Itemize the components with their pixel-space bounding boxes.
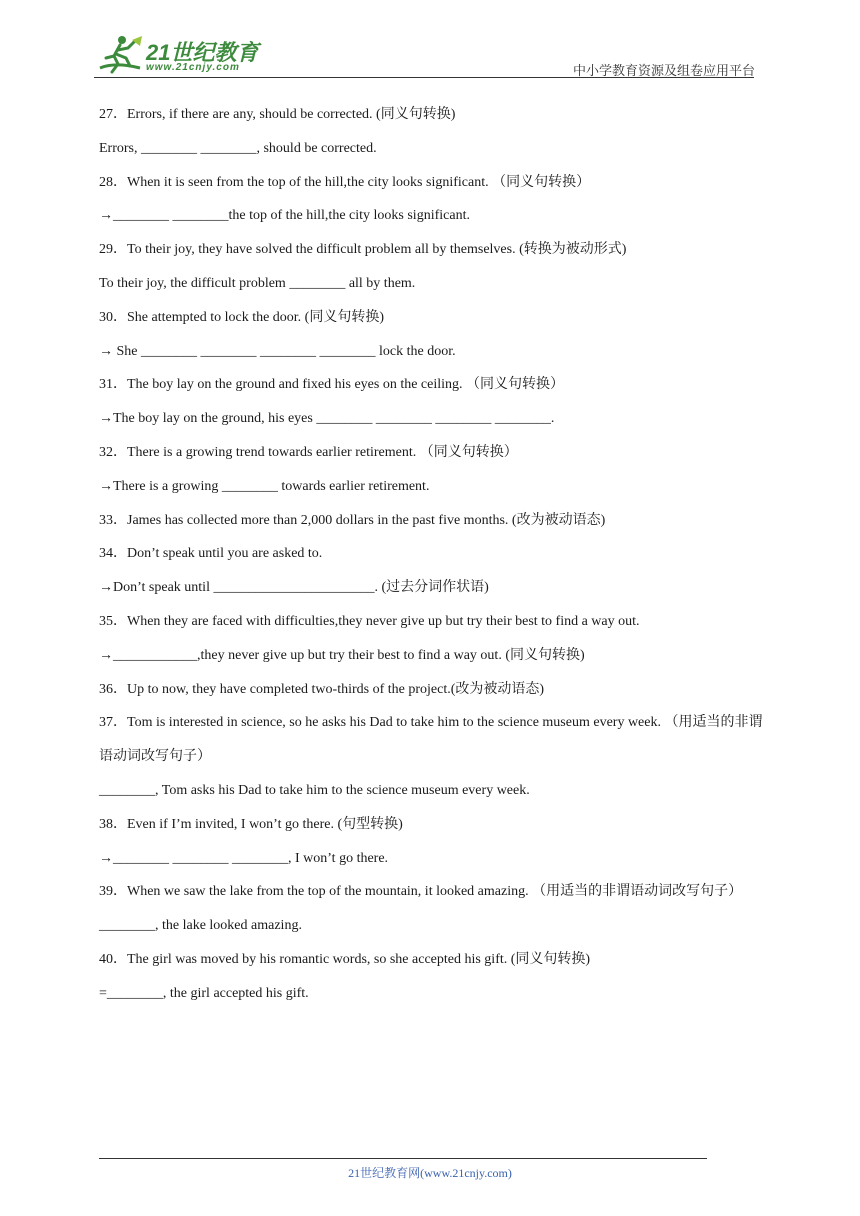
footer-divider (99, 1158, 707, 1159)
exercise-line: 38．Even if I’m invited, I won’t go there. (句型转换) (99, 816, 403, 832)
exercise-line: 35．When they are faced with difficulties,they never give up but try their best to find a way out. (99, 613, 640, 629)
exercise-line: 28．When it is seen from the top of the hill,the city looks significant. （同义句转换） (99, 174, 591, 190)
exercise-line: 31．The boy lay on the ground and fixed his eyes on the ceiling. （同义句转换） (99, 377, 565, 393)
exercise-line: 34．Don’t speak until you are asked to. (99, 546, 323, 562)
exercise-line: ________, the lake looked amazing. (99, 918, 302, 934)
exercise-line: To their joy, the difficult problem ________ all by them. (99, 275, 416, 291)
page-footer: 21世纪教育网(www.21cnjy.com) (348, 1166, 512, 1180)
exercise-line: ________, Tom asks his Dad to take him to the science museum every week. (99, 782, 530, 798)
exercise-line: 32．There is a growing trend towards earlier retirement. （同义句转换） (99, 444, 518, 460)
platform-title: 中小学教育资源及组卷应用平台 (572, 64, 755, 79)
exercise-line: 29．To their joy, they have solved the difficult problem all by themselves. (转换为被动形式) (99, 242, 627, 258)
logo-text: 21世纪教育 (146, 40, 259, 65)
exercise-line: →________ ________the top of the hill,the city looks significant. (99, 208, 470, 224)
exercise-line: 37．Tom is interested in science, so he asks his Dad to take him to the science museum every week. （用适当的非谓语动词改写句子） (99, 715, 763, 765)
exercise-line: =________, the girl accepted his gift. (99, 985, 309, 1001)
exercise-list (99, 98, 769, 1011)
page-header (0, 0, 860, 80)
runner-logo-icon (94, 34, 146, 78)
site-logo (94, 34, 264, 78)
exercise-line: 39．When we saw the lake from the top of the mountain, it looked amazing. （用适当的非谓语动词改写句子） (99, 884, 743, 900)
exercise-line: →The boy lay on the ground, his eyes ________ ________ ________ ________. (99, 411, 555, 427)
exercise-line: 33．James has collected more than 2,000 dollars in the past five months. (改为被动语态) (99, 512, 606, 528)
exercise-line: 30．She attempted to lock the door. (同义句转换) (99, 309, 385, 325)
exercise-line: → She ________ ________ ________ ________ lock the door. (99, 343, 456, 359)
exercise-line: →________ ________ ________, I won’t go there. (99, 850, 389, 866)
exercise-line: 40．The girl was moved by his romantic words, so she accepted his gift. (同义句转换) (99, 951, 591, 967)
exercise-line: →There is a growing ________ towards earlier retirement. (99, 478, 430, 494)
exercise-line: →Don’t speak until _______________________. (过去分词作状语) (99, 580, 489, 596)
exercise-line: Errors, ________ ________, should be corrected. (99, 140, 377, 156)
header-divider (94, 77, 754, 78)
logo-url: www.21cnjy.com (146, 62, 240, 73)
exercise-line: 36．Up to now, they have completed two-thirds of the project.(改为被动语态) (99, 681, 545, 697)
exercise-line: 27．Errors, if there are any, should be corrected. (同义句转换) (99, 107, 456, 122)
exercise-line: →____________,they never give up but try their best to find a way out. (同义句转换) (99, 647, 585, 663)
